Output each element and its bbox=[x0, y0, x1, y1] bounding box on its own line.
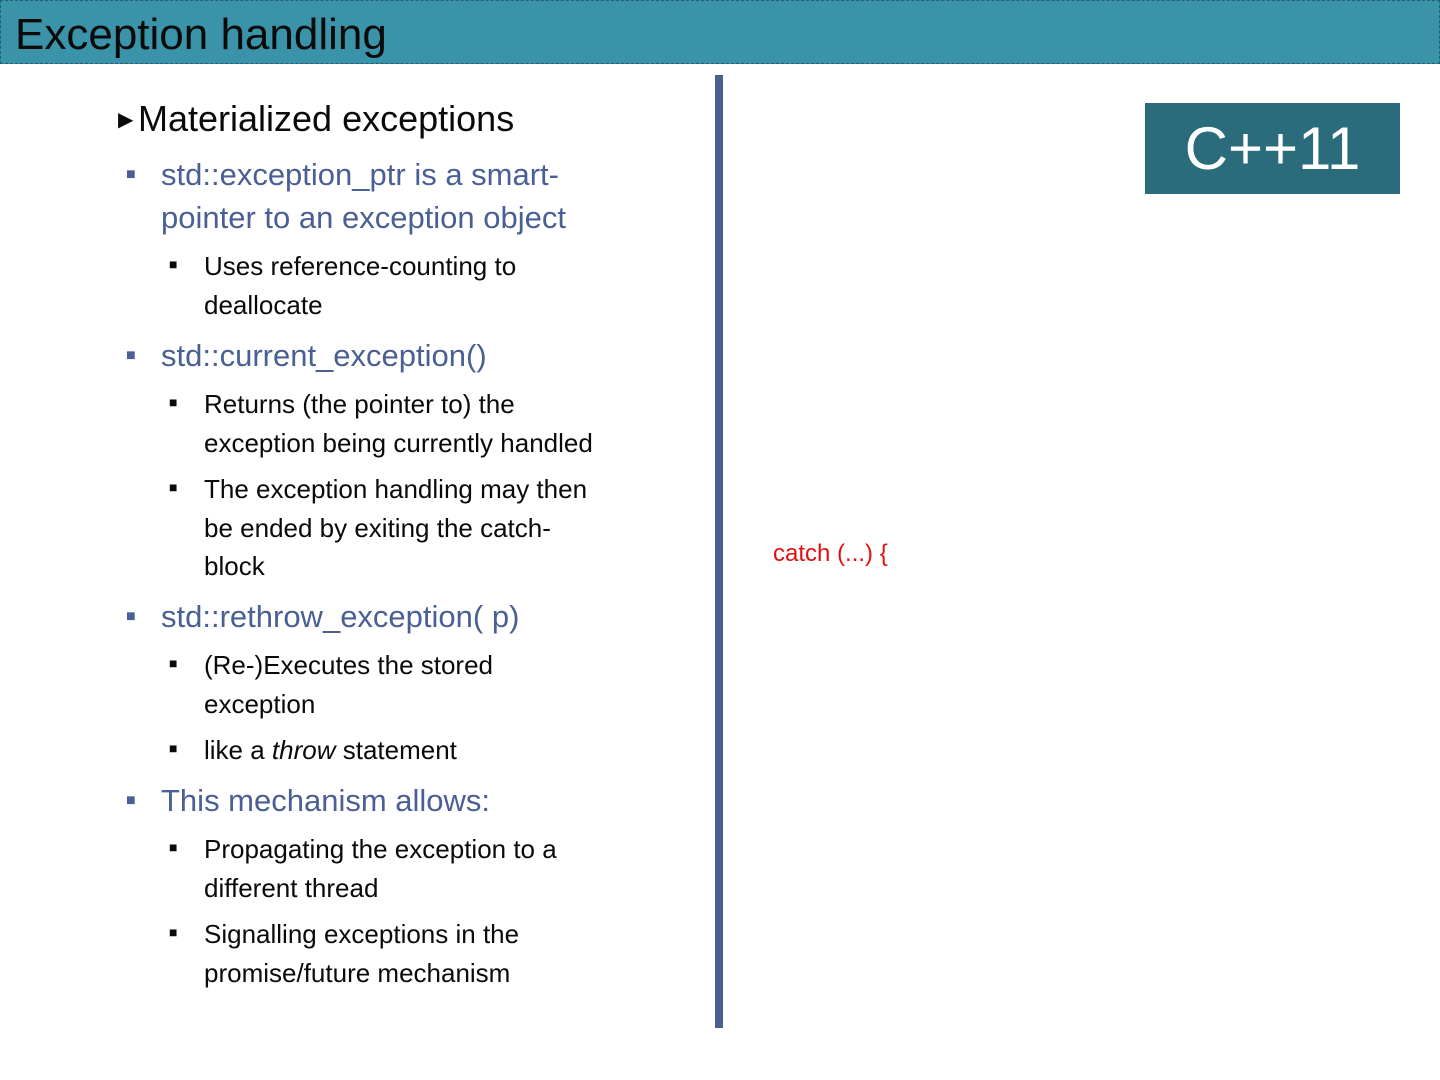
sub-list-item-text: (Re-)Executes the stored exception bbox=[204, 650, 494, 719]
sub-list-item-text: Propagating the exception to a different thread bbox=[204, 834, 557, 903]
square-bullet-icon: ■ bbox=[126, 347, 136, 364]
emphasized-keyword: throw bbox=[271, 735, 336, 765]
heading-text: Materialized exceptions bbox=[138, 98, 515, 139]
square-bullet-icon: ■ bbox=[126, 792, 136, 809]
list-item-text: std::current_exception() bbox=[161, 338, 487, 373]
sub-list-item-text: The exception handling may then be ended by exiting the catch- block bbox=[204, 474, 588, 581]
slide-title: Exception handling bbox=[15, 10, 387, 59]
list-item-text: std::exception_ptr is a smart- pointer to an exception object bbox=[161, 157, 566, 235]
square-bullet-icon: ■ bbox=[169, 256, 178, 272]
square-bullet-icon: ■ bbox=[169, 479, 178, 495]
sub-list-item-text: like a throw statement bbox=[204, 735, 457, 765]
cpp11-badge: C++11 bbox=[1145, 103, 1400, 194]
square-bullet-icon: ■ bbox=[169, 924, 178, 940]
list-item-text: std::rethrow_exception( p) bbox=[161, 599, 520, 634]
sub-list-item-text: Uses reference-counting to deallocate bbox=[204, 251, 517, 320]
square-bullet-icon: ■ bbox=[169, 655, 178, 671]
sub-list-item-text: Signalling exceptions in the promise/future mechanism bbox=[204, 919, 520, 988]
square-bullet-icon: ■ bbox=[126, 166, 136, 183]
square-bullet-icon: ■ bbox=[169, 740, 178, 756]
title-bar bbox=[0, 0, 1440, 64]
square-bullet-icon: ■ bbox=[126, 608, 136, 625]
vertical-divider bbox=[715, 75, 723, 1028]
square-bullet-icon: ■ bbox=[169, 394, 178, 410]
triangle-bullet-icon: ▶ bbox=[118, 109, 134, 131]
code-fragment: catch (...) { bbox=[773, 540, 888, 567]
square-bullet-icon: ■ bbox=[169, 839, 178, 855]
sub-list-item-text: Returns (the pointer to) the exception being currently handled bbox=[204, 389, 593, 458]
list-item-text: This mechanism allows: bbox=[161, 783, 491, 818]
